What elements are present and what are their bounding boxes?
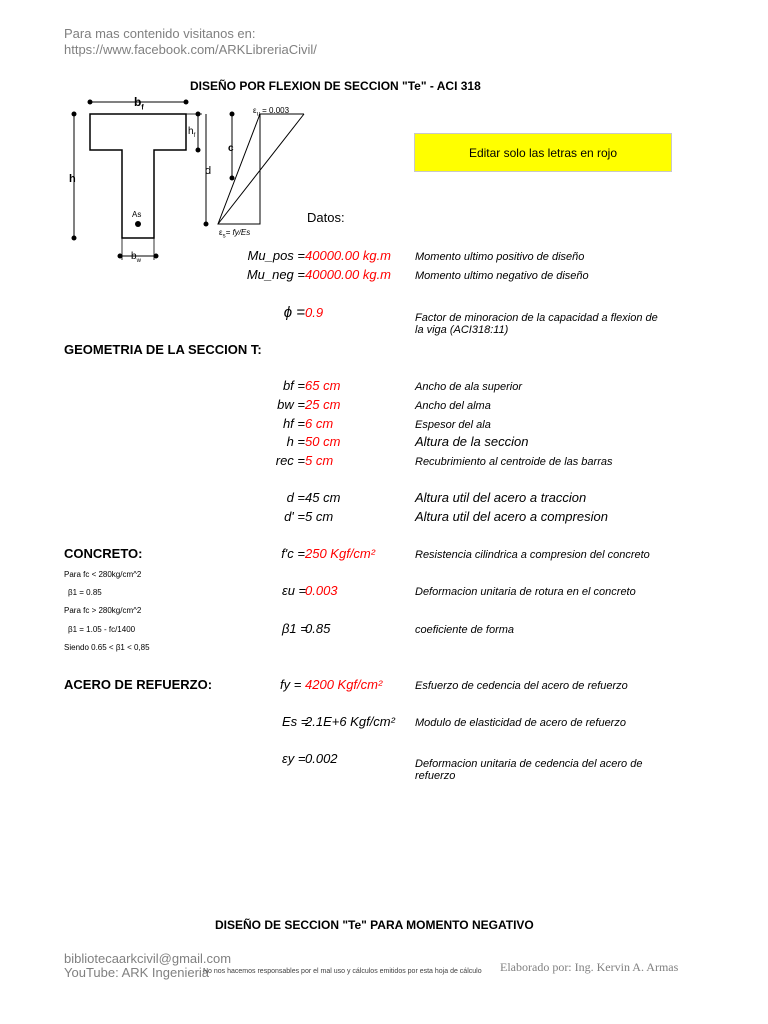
row-es [210, 714, 626, 729]
fc-label: f'c = [281, 546, 305, 561]
bw-label: bw = [277, 397, 305, 412]
beta1-value: 0.85 [305, 621, 331, 636]
mu-pos-label: Mu_pos = [247, 248, 305, 263]
fc-desc: Resistencia cilindrica a compresion del concreto [415, 549, 650, 561]
d-prime-value: 5 cm [305, 509, 334, 524]
d-prime-desc: Altura util del acero a compresion [415, 509, 608, 524]
phi-label: ϕ = [283, 304, 305, 321]
ey-value: 0.002 [305, 751, 338, 766]
label-es: $\varepsilon_s= fy/Es$ [219, 228, 251, 240]
h-value[interactable]: 50 cm [305, 434, 341, 449]
mu-neg-value[interactable]: 40000.00 kg.m [305, 267, 392, 282]
edit-note-text: Editar solo las letras en rojo [468, 145, 618, 160]
label-hf: $h_f$ [188, 126, 196, 139]
rebar-dot [135, 221, 141, 227]
es-value: 2.1E+6 Kgf/cm² [305, 714, 395, 729]
label-bf: $b_f$ [134, 95, 144, 112]
d-desc: Altura util del acero a traccion [415, 490, 587, 505]
rec-desc: Recubrimiento al centroide de las barras [415, 456, 613, 468]
negative-moment-title: DISEÑO DE SECCION "Te" PARA MOMENTO NEGATIVO [215, 918, 534, 932]
fy-value[interactable]: 4200 Kgf/cm² [305, 677, 383, 692]
label-as: As [132, 210, 142, 219]
row-fc [210, 546, 650, 561]
footer-youtube[interactable]: YouTube: ARK Ingenieria [64, 965, 210, 980]
d-label: d = [286, 490, 305, 505]
footer-email[interactable]: bibliotecaarkcivil@gmail.com [64, 951, 232, 966]
row-h [210, 434, 528, 449]
t-section-diagram [60, 92, 320, 272]
row-mu-neg [175, 267, 589, 282]
bf-label: bf = [282, 378, 305, 393]
geometry-title: GEOMETRIA DE LA SECCION T: [64, 342, 262, 357]
d-prime-label: d' = [284, 509, 305, 524]
d-value: 45 cm [305, 490, 341, 505]
row-fy [210, 677, 628, 692]
row-bw [210, 397, 491, 412]
datos-label: Datos: [307, 210, 345, 225]
concrete-note-4: β1 = 1.05 - fc/1400 [68, 625, 136, 634]
eu-label: εu = [282, 583, 307, 598]
hf-desc: Espesor del ala [415, 419, 491, 431]
h-desc: Altura de la seccion [415, 434, 529, 449]
beta1-label: β1 = [282, 621, 308, 636]
header-link[interactable]: https://www.facebook.com/ARKLibreriaCivil/ [64, 42, 317, 57]
page-title: DISEÑO POR FLEXION DE SECCION "Te" - ACI 318 [190, 79, 481, 93]
header-line-1: Para mas contenido visitanos en: [64, 26, 256, 41]
bw-value[interactable]: 25 cm [305, 397, 341, 412]
steel-title: ACERO DE REFUERZO: [64, 677, 213, 692]
phi-desc: Factor de minoracion de la capacidad a flexion de la viga (ACI318:11) [415, 312, 658, 336]
fy-desc: Esfuerzo de cedencia del acero de refuerzo [415, 680, 628, 692]
fy-label: fy = [280, 677, 302, 692]
concrete-note-3: Para fc > 280kg/cm^2 [64, 606, 142, 615]
phi-value[interactable]: 0.9 [305, 305, 324, 320]
mu-pos-value[interactable]: 40000.00 kg.m [305, 248, 392, 263]
edit-note-box [414, 133, 672, 172]
row-bf [210, 378, 522, 393]
row-mu-pos [175, 248, 584, 263]
es-label: Es = [282, 714, 309, 729]
row-beta1 [210, 621, 514, 636]
bw-desc: Ancho del alma [415, 400, 491, 412]
row-rec [210, 453, 613, 468]
mu-pos-desc: Momento ultimo positivo de diseño [415, 251, 585, 263]
eu-value[interactable]: 0.003 [305, 583, 338, 598]
bf-value[interactable]: 65 cm [305, 378, 341, 393]
label-c: c [228, 143, 234, 154]
row-d [210, 490, 586, 505]
row-phi [175, 304, 323, 321]
mu-neg-label: Mu_neg = [246, 267, 305, 282]
label-bw: $b_w$ [131, 251, 141, 264]
hf-label: hf = [282, 416, 305, 431]
row-d-prime [210, 509, 608, 524]
rec-value[interactable]: 5 cm [305, 453, 334, 468]
row-hf [210, 416, 491, 431]
ey-desc: Deformacion unitaria de cedencia del acero de refuerzo [415, 758, 643, 782]
label-h: h [69, 173, 76, 185]
eu-desc: Deformacion unitaria de rotura en el concreto [415, 586, 636, 598]
concrete-note-1: Para fc < 280kg/cm^2 [64, 570, 142, 579]
hf-value[interactable]: 6 cm [305, 416, 334, 431]
row-eu [210, 583, 636, 598]
concrete-note-5: Siendo 0.65 < β1 < 0,85 [64, 643, 150, 652]
h-label: h = [286, 434, 305, 449]
mu-neg-desc: Momento ultimo negativo de diseño [415, 270, 589, 282]
es-desc: Modulo de elasticidad de acero de refuerzo [415, 717, 626, 729]
label-d: d [205, 165, 212, 177]
t-beam-shape [90, 114, 186, 238]
fc-value[interactable]: 250 Kgf/cm² [305, 546, 376, 561]
label-eu: $\varepsilon_u = 0.003$ [253, 106, 290, 118]
footer-author: Elaborado por: Ing. Kervin A. Armas [500, 960, 679, 974]
rec-label: rec = [275, 453, 305, 468]
footer-disclaimer: No nos hacemos responsables por el mal uso y cálculos emitidos por esta hoja de cálculo [203, 968, 482, 975]
concrete-note-2: β1 = 0.85 [68, 588, 102, 597]
bf-desc: Ancho de ala superior [415, 381, 523, 393]
beta1-desc: coeficiente de forma [415, 624, 515, 636]
row-ey [210, 751, 415, 766]
ey-label: εy = [282, 751, 306, 766]
concrete-title: CONCRETO: [64, 546, 143, 561]
